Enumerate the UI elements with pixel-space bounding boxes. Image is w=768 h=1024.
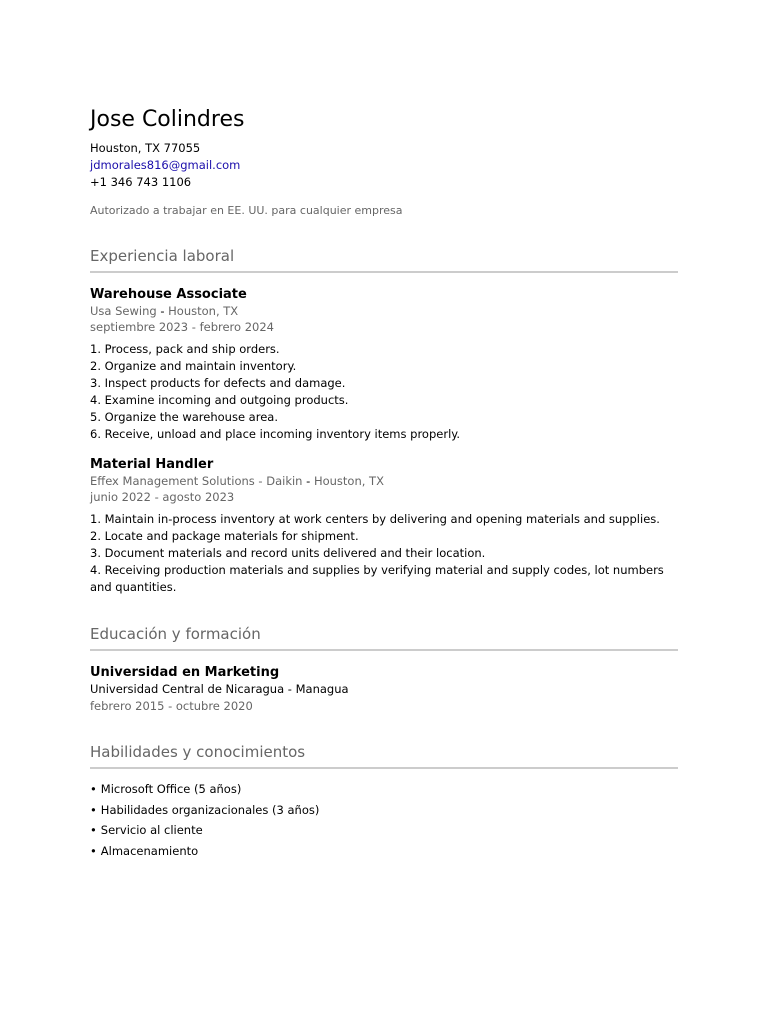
job-separator: - xyxy=(156,304,169,318)
bullet-icon: • xyxy=(90,802,97,817)
bullet-icon: • xyxy=(90,823,97,837)
bullet-icon: • xyxy=(90,782,97,796)
school-name: Universidad Central de Nicaragua - Managua xyxy=(90,682,349,696)
bullet-icon: • xyxy=(90,843,97,858)
skills-section xyxy=(90,742,678,861)
skill-label: Microsoft Office (5 años) xyxy=(100,782,242,796)
job-description xyxy=(90,511,678,596)
job-title: Warehouse Associate xyxy=(90,287,247,302)
section-title-education: Educación y formación xyxy=(90,624,678,651)
education-section xyxy=(90,624,678,714)
job-duty: 4. Examine incoming and outgoing products. xyxy=(90,393,349,407)
section-title-experience: Experiencia laboral xyxy=(90,246,678,273)
job-title: Material Handler xyxy=(90,457,214,472)
job-dates: septiembre 2023 - febrero 2024 xyxy=(90,320,274,334)
job-dates: junio 2022 - agosto 2023 xyxy=(90,490,235,504)
education-dates: febrero 2015 - octubre 2020 xyxy=(90,699,253,713)
job-entry xyxy=(90,457,678,596)
job-company: Effex Management Solutions - Daikin xyxy=(90,474,303,488)
skill-item xyxy=(90,841,678,862)
candidate-name: Jose Colindres xyxy=(90,107,245,132)
job-duty: 1. Maintain in-process inventory at work centers by delivering and opening materials and supplies. xyxy=(90,512,660,526)
job-duty: 2. Organize and maintain inventory. xyxy=(90,359,297,373)
resume-content xyxy=(90,106,678,861)
job-duty: 1. Process, pack and ship orders. xyxy=(90,342,280,356)
skill-item xyxy=(90,820,678,841)
job-duty: 4. Receiving production materials and supplies by verifying material and supply codes, lot numbers and quantities. xyxy=(90,563,664,594)
job-duty: 2. Locate and package materials for shipment. xyxy=(90,529,359,543)
job-duty: 3. Inspect products for defects and damage. xyxy=(90,376,346,390)
phone-text: +1 346 743 1106 xyxy=(90,175,192,189)
education-entry xyxy=(90,665,678,714)
job-entry xyxy=(90,287,678,443)
contact-block xyxy=(90,140,678,191)
location-text: Houston, TX 77055 xyxy=(90,141,201,155)
skill-label: Servicio al cliente xyxy=(100,823,203,837)
experience-section xyxy=(90,246,678,596)
job-location: Houston, TX xyxy=(168,304,239,318)
skill-item xyxy=(90,779,678,800)
job-duty: 6. Receive, unload and place incoming inventory items properly. xyxy=(90,427,461,441)
job-company: Usa Sewing xyxy=(90,304,157,318)
degree-title: Universidad en Marketing xyxy=(90,665,280,680)
job-separator: - xyxy=(302,474,314,488)
email-link[interactable]: jdmorales816@gmail.com xyxy=(90,158,241,172)
work-authorization: Autorizado a trabajar en EE. UU. para cualquier empresa xyxy=(90,204,403,217)
skill-label: Almacenamiento xyxy=(100,843,199,858)
job-company-line xyxy=(90,303,678,319)
job-location: Houston, TX xyxy=(313,474,384,488)
skills-list xyxy=(90,779,678,861)
skill-label: Habilidades organizacionales (3 años) xyxy=(100,802,320,817)
job-company-line xyxy=(90,473,678,489)
job-duty: 5. Organize the warehouse area. xyxy=(90,410,278,424)
job-duty: 3. Document materials and record units delivered and their location. xyxy=(90,546,486,560)
section-title-skills: Habilidades y conocimientos xyxy=(90,742,678,769)
job-description xyxy=(90,341,678,443)
skill-item xyxy=(90,800,678,821)
